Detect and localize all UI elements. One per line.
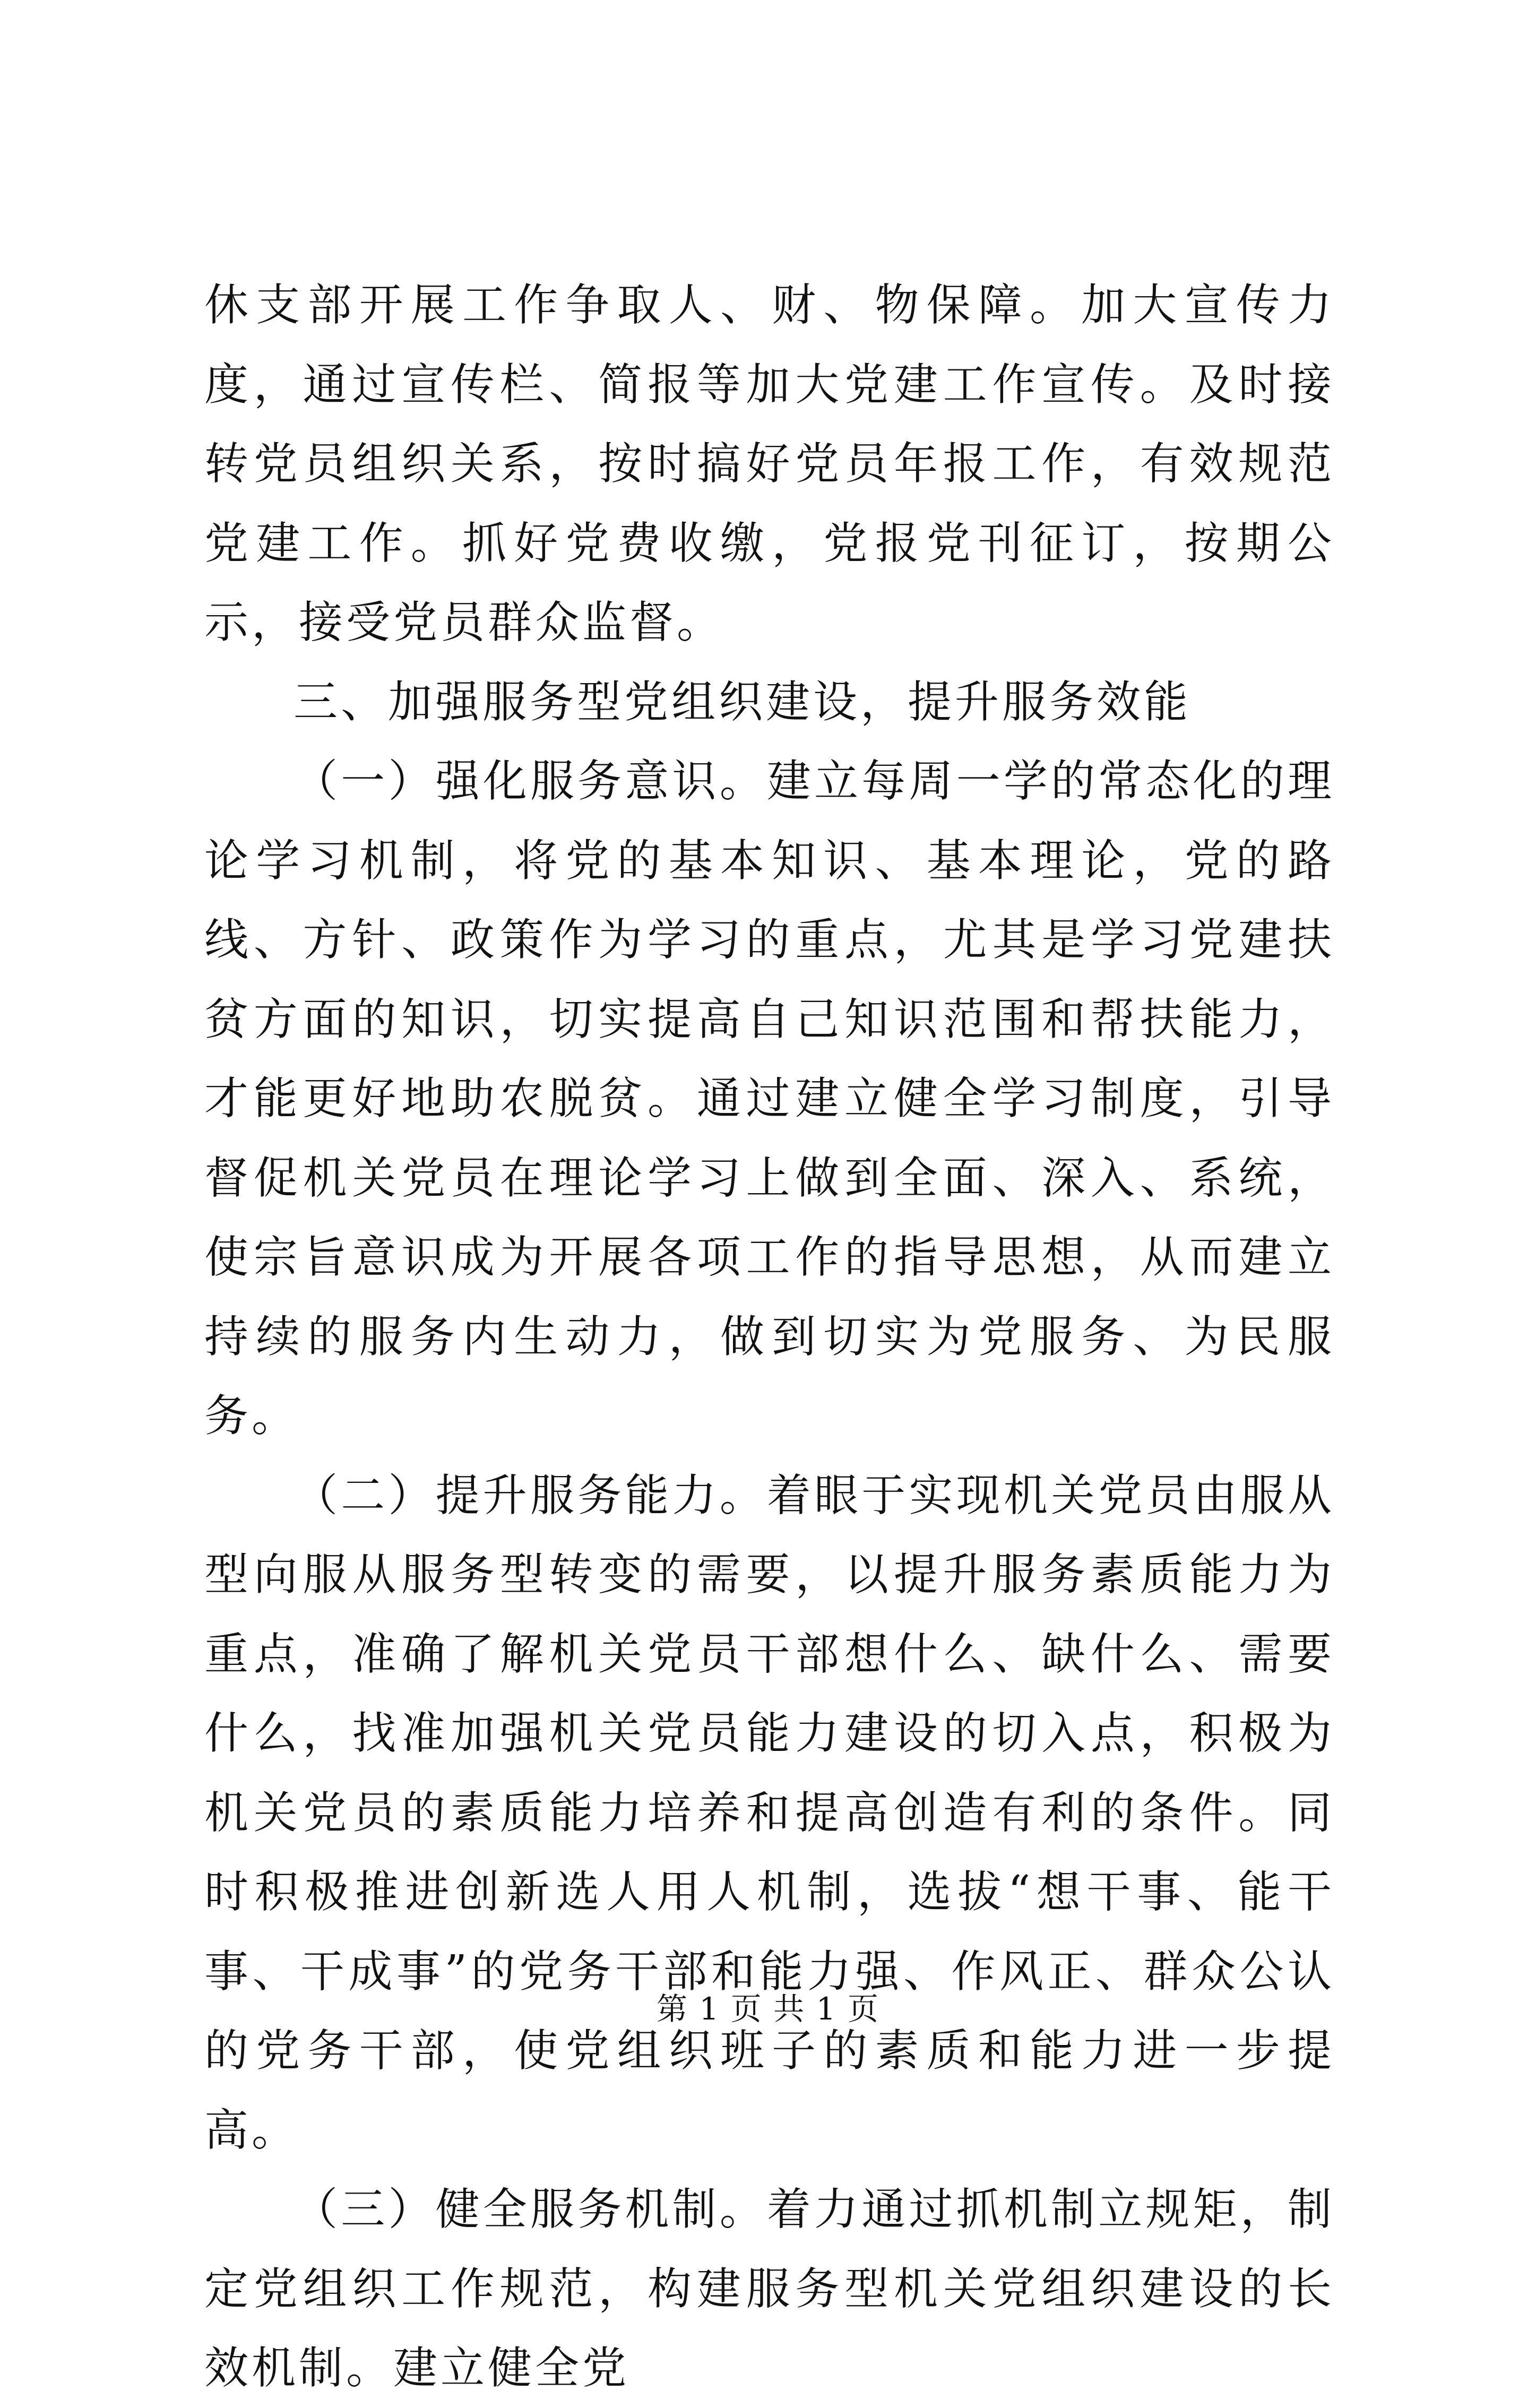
paragraph-continuation: 休支部开展工作争取人、财、物保障。加大宣传力度，通过宣传栏、简报等加大党建工作宣传。及时接转党员组织关系，按时搞好党员年报工作，有效规范党建工作。抓好党费收缴，党报党刊征订，按期公示，接受党员群众监督。	[204, 279, 1335, 648]
page-number-footer: 第 1 页 共 1 页	[657, 1991, 879, 2027]
paragraph-service-capability: （二）提升服务能力。着眼于实现机关党员由服从型向服从服务型转变的需要，以提升服务素质能力为重点，准确了解机关党员干部想什么、缺什么、需要什么，找准加强机关党员能力建设的切入点，积极为机关党员的素质能力培养和提高创造有利的条件。同时积极推进创新选人用人机制，选拔“想干事、能干事、干成事”的党务干部和能力强、作风正、群众公认的党务干部，使党组织班子的素质和能力进一步提高。	[204, 1469, 1335, 2156]
document-body	[204, 265, 1335, 2408]
section-heading: 三、加强服务型党组织建设，提升服务效能	[294, 676, 1191, 728]
paragraph-service-mechanism: （三）健全服务机制。着力通过抓机制立规矩，制定党组织工作规范，构建服务型机关党组织建设的长效机制。建立健全党	[204, 2183, 1335, 2394]
paragraph-service-awareness: （一）强化服务意识。建立每周一学的常态化的理论学习机制，将党的基本知识、基本理论，党的路线、方针、政策作为学习的重点，尤其是学习党建扶贫方面的知识，切实提高自己知识范围和帮扶能力，才能更好地助农脱贫。通过建立健全学习制度，引导督促机关党员在理论学习上做到全面、深入、系统，使宗旨意识成为开展各项工作的指导思想，从而建立持续的服务内生动力，做到切实为党服务、为民服务。	[204, 755, 1335, 1442]
